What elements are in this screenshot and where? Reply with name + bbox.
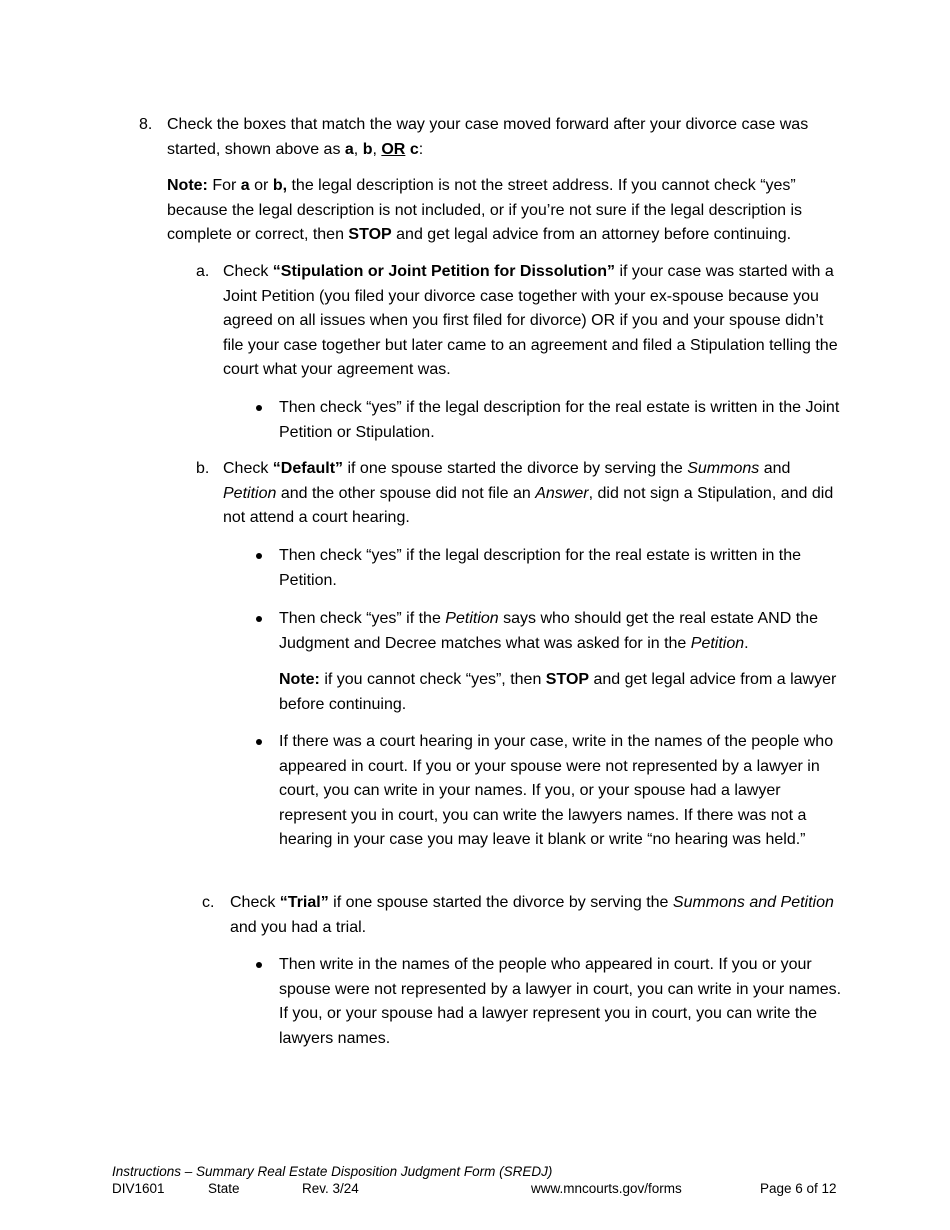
bullet-icon [256, 616, 262, 622]
sub-c-label: c. [202, 894, 215, 911]
item-number: 8. [139, 116, 153, 133]
bullet-icon [256, 962, 262, 968]
footer-title: Instructions – Summary Real Estate Disposition Judgment Form (SREDJ) [112, 1164, 553, 1179]
item8-note: Note: For a or b, the legal description is not the street address. If you cannot check “yes” because the legal description is not included, or if you’re not sure if the legal description is complete or correct, then STOP and get legal advice from an attorney before continuing. [167, 177, 803, 243]
bullet-icon [256, 739, 262, 745]
item8-intro: Check the boxes that match the way your case moved forward after your divorce case was started, shown above as a, b, OR c: [167, 116, 809, 158]
bullet-icon [256, 553, 262, 559]
sub-b-note: Note: if you cannot check “yes”, then STOP and get legal advice from a lawyer before continuing. [279, 671, 837, 713]
sub-c-bullet-1: Then write in the names of the people who appeared in court. If you or your spouse were not represented by a lawyer in court, you can write in your names. If you, or your spouse had a lawyer represent you in court, you can write the lawyers names. [279, 956, 842, 1047]
sub-b-text: Check “Default” if one spouse started the divorce by serving the Summons and Petition and the other spouse did not file an Answer, did not sign a Stipulation, and did not attend a court hearing. [223, 460, 834, 526]
sub-a-label: a. [196, 263, 210, 280]
sub-a-text: Check “Stipulation or Joint Petition for Dissolution” if your case was started with a Joint Petition (you filed your divorce case together with your ex-spouse because you agreed on all issues when you first filed for divorce) OR if you and your spouse didn’t file your case together but later came to an agreement and filed a Stipulation telling the court what your agreement was. [223, 263, 838, 378]
footer-url[interactable]: www.mncourts.gov/forms [531, 1181, 682, 1196]
sub-c-text: Check “Trial” if one spouse started the divorce by serving the Summons and Petition and you had a trial. [230, 894, 834, 936]
sub-b-bullet-1: Then check “yes” if the legal description for the real estate is written in the Petition. [279, 547, 802, 589]
bullet-icon [256, 405, 262, 411]
footer-jurisdiction: State [208, 1181, 240, 1196]
footer-page-number: Page 6 of 12 [760, 1181, 837, 1196]
sub-a-bullet-1: Then check “yes” if the legal description for the real estate is written in the Joint Petition or Stipulation. [279, 399, 840, 441]
sub-b-label: b. [196, 460, 210, 477]
footer-revision: Rev. 3/24 [302, 1181, 359, 1196]
footer-form-id: DIV1601 [112, 1181, 165, 1196]
sub-b-bullet-3: If there was a court hearing in your case, write in the names of the people who appeared in court. If you or your spouse were not represented by a lawyer in court, you can write in your names. If you, or your spouse had a lawyer represent you in court, you can write the lawyers names. If there was not a hearing in your case you may leave it blank or write “no hearing was held.” [279, 733, 834, 848]
sub-b-bullet-2: Then check “yes” if the Petition says who should get the real estate AND the Judgment and Decree matches what was asked for in the Petition. [279, 610, 818, 652]
